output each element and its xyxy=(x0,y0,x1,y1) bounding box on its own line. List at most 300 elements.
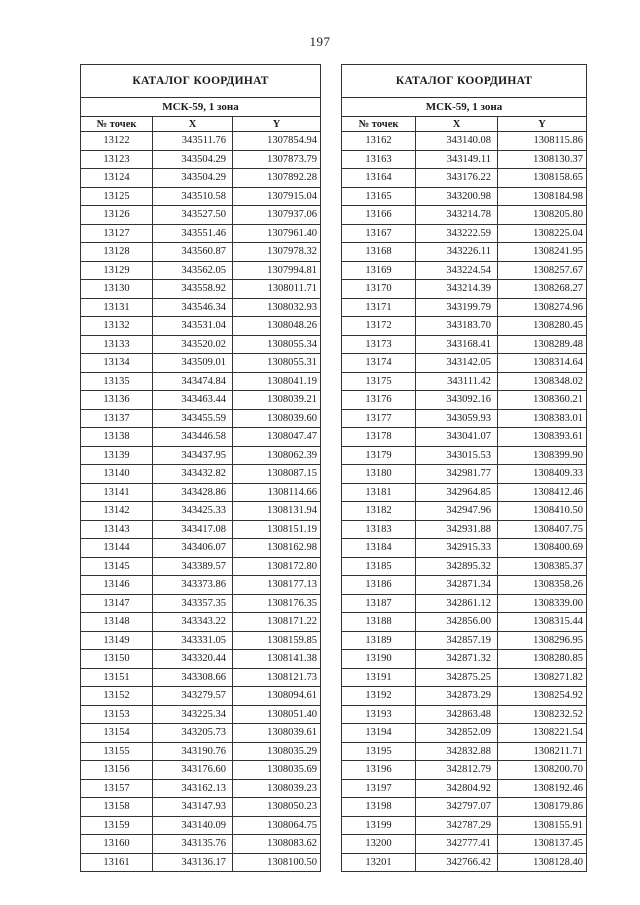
point-number-cell: 13182 xyxy=(342,502,416,521)
point-number-cell: 13168 xyxy=(342,243,416,262)
y-coordinate-cell: 1308158.65 xyxy=(498,169,587,188)
point-number-cell: 13123 xyxy=(81,150,153,169)
point-number-cell: 13140 xyxy=(81,465,153,484)
point-number-cell: 13165 xyxy=(342,187,416,206)
point-number-cell: 13151 xyxy=(81,668,153,687)
y-coordinate-cell: 1308155.91 xyxy=(498,816,587,835)
point-number-cell: 13144 xyxy=(81,539,153,558)
catalog-title: КАТАЛОГ КООРДИНАТ xyxy=(81,65,321,98)
x-coordinate-cell: 343162.13 xyxy=(153,779,233,798)
x-coordinate-cell: 342861.12 xyxy=(416,594,498,613)
y-coordinate-cell: 1308083.62 xyxy=(233,835,321,854)
point-number-cell: 13150 xyxy=(81,650,153,669)
x-coordinate-cell: 343176.60 xyxy=(153,761,233,780)
y-coordinate-cell: 1308137.45 xyxy=(498,835,587,854)
table-row xyxy=(342,557,587,576)
y-coordinate-cell: 1308039.21 xyxy=(233,391,321,410)
point-number-cell: 13167 xyxy=(342,224,416,243)
table-body-left xyxy=(81,132,321,872)
table-row xyxy=(342,224,587,243)
table-row xyxy=(81,409,321,428)
table-row xyxy=(342,835,587,854)
x-coordinate-cell: 342812.79 xyxy=(416,761,498,780)
table-row xyxy=(342,742,587,761)
x-coordinate-cell: 343222.59 xyxy=(416,224,498,243)
y-coordinate-cell: 1308159.85 xyxy=(233,631,321,650)
table-row xyxy=(81,391,321,410)
y-coordinate-cell: 1308385.37 xyxy=(498,557,587,576)
x-coordinate-cell: 342981.77 xyxy=(416,465,498,484)
point-number-cell: 13164 xyxy=(342,169,416,188)
x-coordinate-cell: 343214.39 xyxy=(416,280,498,299)
y-coordinate-cell: 1308280.85 xyxy=(498,650,587,669)
y-coordinate-cell: 1308241.95 xyxy=(498,243,587,262)
x-coordinate-cell: 343214.78 xyxy=(416,206,498,225)
table-row xyxy=(342,724,587,743)
x-coordinate-cell: 343558.92 xyxy=(153,280,233,299)
y-coordinate-cell: 1308064.75 xyxy=(233,816,321,835)
y-coordinate-cell: 1308280.45 xyxy=(498,317,587,336)
y-coordinate-cell: 1308289.48 xyxy=(498,335,587,354)
table-row xyxy=(81,576,321,595)
y-coordinate-cell: 1308339.00 xyxy=(498,594,587,613)
point-number-cell: 13135 xyxy=(81,372,153,391)
y-coordinate-cell: 1308232.52 xyxy=(498,705,587,724)
x-coordinate-cell: 343190.76 xyxy=(153,742,233,761)
y-coordinate-cell: 1307994.81 xyxy=(233,261,321,280)
y-coordinate-cell: 1308179.86 xyxy=(498,798,587,817)
point-number-cell: 13160 xyxy=(81,835,153,854)
x-coordinate-cell: 343308.66 xyxy=(153,668,233,687)
point-number-cell: 13157 xyxy=(81,779,153,798)
y-coordinate-cell: 1308035.69 xyxy=(233,761,321,780)
table-row xyxy=(342,187,587,206)
column-header-point-number: № точек xyxy=(342,117,416,132)
point-number-cell: 13126 xyxy=(81,206,153,225)
y-coordinate-cell: 1308128.40 xyxy=(498,853,587,872)
x-coordinate-cell: 343520.02 xyxy=(153,335,233,354)
point-number-cell: 13184 xyxy=(342,539,416,558)
point-number-cell: 13183 xyxy=(342,520,416,539)
point-number-cell: 13162 xyxy=(342,132,416,151)
table-row xyxy=(342,298,587,317)
x-coordinate-cell: 343463.44 xyxy=(153,391,233,410)
y-coordinate-cell: 1308151.19 xyxy=(233,520,321,539)
point-number-cell: 13125 xyxy=(81,187,153,206)
y-coordinate-cell: 1307854.94 xyxy=(233,132,321,151)
table-row xyxy=(342,761,587,780)
table-row xyxy=(342,206,587,225)
y-coordinate-cell: 1308412.46 xyxy=(498,483,587,502)
column-header-y: Y xyxy=(233,117,321,132)
x-coordinate-cell: 342871.34 xyxy=(416,576,498,595)
y-coordinate-cell: 1307937.06 xyxy=(233,206,321,225)
point-number-cell: 13200 xyxy=(342,835,416,854)
column-header-point-number: № точек xyxy=(81,117,153,132)
point-number-cell: 13136 xyxy=(81,391,153,410)
point-number-cell: 13130 xyxy=(81,280,153,299)
x-coordinate-cell: 343446.58 xyxy=(153,428,233,447)
y-coordinate-cell: 1308062.39 xyxy=(233,446,321,465)
table-row xyxy=(342,354,587,373)
point-number-cell: 13134 xyxy=(81,354,153,373)
table-body-right xyxy=(342,132,587,872)
point-number-cell: 13131 xyxy=(81,298,153,317)
y-coordinate-cell: 1308399.90 xyxy=(498,446,587,465)
table-row xyxy=(342,576,587,595)
table-row xyxy=(81,816,321,835)
x-coordinate-cell: 343226.11 xyxy=(416,243,498,262)
table-row xyxy=(81,169,321,188)
table-row xyxy=(81,298,321,317)
x-coordinate-cell: 343510.58 xyxy=(153,187,233,206)
point-number-cell: 13185 xyxy=(342,557,416,576)
table-row xyxy=(342,650,587,669)
table-row xyxy=(81,594,321,613)
y-coordinate-cell: 1308055.34 xyxy=(233,335,321,354)
table-row xyxy=(81,280,321,299)
x-coordinate-cell: 342964.85 xyxy=(416,483,498,502)
x-coordinate-cell: 343511.76 xyxy=(153,132,233,151)
y-coordinate-cell: 1308032.93 xyxy=(233,298,321,317)
point-number-cell: 13127 xyxy=(81,224,153,243)
point-number-cell: 13143 xyxy=(81,520,153,539)
point-number-cell: 13156 xyxy=(81,761,153,780)
y-coordinate-cell: 1308177.13 xyxy=(233,576,321,595)
y-coordinate-cell: 1308176.35 xyxy=(233,594,321,613)
point-number-cell: 13181 xyxy=(342,483,416,502)
table-row xyxy=(81,483,321,502)
y-coordinate-cell: 1308348.02 xyxy=(498,372,587,391)
point-number-cell: 13146 xyxy=(81,576,153,595)
point-number-cell: 13191 xyxy=(342,668,416,687)
y-coordinate-cell: 1308360.21 xyxy=(498,391,587,410)
x-coordinate-cell: 343527.50 xyxy=(153,206,233,225)
x-coordinate-cell: 343168.41 xyxy=(416,335,498,354)
y-coordinate-cell: 1308131.94 xyxy=(233,502,321,521)
x-coordinate-cell: 342787.29 xyxy=(416,816,498,835)
table-row xyxy=(81,835,321,854)
x-coordinate-cell: 343176.22 xyxy=(416,169,498,188)
column-header-y: Y xyxy=(498,117,587,132)
table-row xyxy=(81,372,321,391)
y-coordinate-cell: 1308205.80 xyxy=(498,206,587,225)
x-coordinate-cell: 343147.93 xyxy=(153,798,233,817)
table-row xyxy=(342,853,587,872)
table-row xyxy=(81,502,321,521)
point-number-cell: 13178 xyxy=(342,428,416,447)
point-number-cell: 13152 xyxy=(81,687,153,706)
x-coordinate-cell: 343432.82 xyxy=(153,465,233,484)
table-row xyxy=(342,483,587,502)
x-coordinate-cell: 343183.70 xyxy=(416,317,498,336)
y-coordinate-cell: 1308121.73 xyxy=(233,668,321,687)
y-coordinate-cell: 1308094.61 xyxy=(233,687,321,706)
y-coordinate-cell: 1307915.04 xyxy=(233,187,321,206)
point-number-cell: 13197 xyxy=(342,779,416,798)
x-coordinate-cell: 342832.88 xyxy=(416,742,498,761)
x-coordinate-cell: 342873.29 xyxy=(416,687,498,706)
table-row xyxy=(81,261,321,280)
x-coordinate-cell: 343546.34 xyxy=(153,298,233,317)
x-coordinate-cell: 343425.33 xyxy=(153,502,233,521)
point-number-cell: 13196 xyxy=(342,761,416,780)
point-number-cell: 13145 xyxy=(81,557,153,576)
x-coordinate-cell: 343357.35 xyxy=(153,594,233,613)
y-coordinate-cell: 1308114.66 xyxy=(233,483,321,502)
y-coordinate-cell: 1308115.86 xyxy=(498,132,587,151)
x-coordinate-cell: 342852.09 xyxy=(416,724,498,743)
table-row xyxy=(81,724,321,743)
y-coordinate-cell: 1308184.98 xyxy=(498,187,587,206)
y-coordinate-cell: 1308035.29 xyxy=(233,742,321,761)
table-row xyxy=(342,446,587,465)
point-number-cell: 13189 xyxy=(342,631,416,650)
table-row xyxy=(342,317,587,336)
point-number-cell: 13137 xyxy=(81,409,153,428)
y-coordinate-cell: 1308274.96 xyxy=(498,298,587,317)
x-coordinate-cell: 342856.00 xyxy=(416,613,498,632)
x-coordinate-cell: 342915.33 xyxy=(416,539,498,558)
point-number-cell: 13170 xyxy=(342,280,416,299)
x-coordinate-cell: 343015.53 xyxy=(416,446,498,465)
point-number-cell: 13187 xyxy=(342,594,416,613)
x-coordinate-cell: 342857.19 xyxy=(416,631,498,650)
point-number-cell: 13139 xyxy=(81,446,153,465)
y-coordinate-cell: 1308047.47 xyxy=(233,428,321,447)
x-coordinate-cell: 343551.46 xyxy=(153,224,233,243)
table-row xyxy=(81,243,321,262)
point-number-cell: 13141 xyxy=(81,483,153,502)
y-coordinate-cell: 1308268.27 xyxy=(498,280,587,299)
point-number-cell: 13142 xyxy=(81,502,153,521)
point-number-cell: 13148 xyxy=(81,613,153,632)
y-coordinate-cell: 1308100.50 xyxy=(233,853,321,872)
table-row xyxy=(342,594,587,613)
table-row xyxy=(342,243,587,262)
table-row xyxy=(342,150,587,169)
table-row xyxy=(81,687,321,706)
point-number-cell: 13161 xyxy=(81,853,153,872)
point-number-cell: 13138 xyxy=(81,428,153,447)
x-coordinate-cell: 343279.57 xyxy=(153,687,233,706)
table-row xyxy=(81,650,321,669)
table-row xyxy=(81,520,321,539)
y-coordinate-cell: 1308200.70 xyxy=(498,761,587,780)
table-row xyxy=(342,372,587,391)
y-coordinate-cell: 1308393.61 xyxy=(498,428,587,447)
coordinate-system-zone: МСК-59, 1 зона xyxy=(81,98,321,117)
point-number-cell: 13180 xyxy=(342,465,416,484)
y-coordinate-cell: 1308211.71 xyxy=(498,742,587,761)
point-number-cell: 13174 xyxy=(342,354,416,373)
x-coordinate-cell: 343562.05 xyxy=(153,261,233,280)
point-number-cell: 13175 xyxy=(342,372,416,391)
x-coordinate-cell: 343224.54 xyxy=(416,261,498,280)
table-row xyxy=(342,502,587,521)
coordinate-table-left xyxy=(80,64,321,872)
table-row xyxy=(81,798,321,817)
point-number-cell: 13176 xyxy=(342,391,416,410)
table-row xyxy=(342,539,587,558)
y-coordinate-cell: 1308296.95 xyxy=(498,631,587,650)
point-number-cell: 13132 xyxy=(81,317,153,336)
x-coordinate-cell: 343092.16 xyxy=(416,391,498,410)
point-number-cell: 13128 xyxy=(81,243,153,262)
coordinate-table-right xyxy=(341,64,587,872)
y-coordinate-cell: 1308039.60 xyxy=(233,409,321,428)
x-coordinate-cell: 343389.57 xyxy=(153,557,233,576)
y-coordinate-cell: 1308192.46 xyxy=(498,779,587,798)
table-row xyxy=(81,224,321,243)
y-coordinate-cell: 1308409.33 xyxy=(498,465,587,484)
point-number-cell: 13147 xyxy=(81,594,153,613)
y-coordinate-cell: 1308011.71 xyxy=(233,280,321,299)
y-coordinate-cell: 1308410.50 xyxy=(498,502,587,521)
y-coordinate-cell: 1308050.23 xyxy=(233,798,321,817)
y-coordinate-cell: 1308257.67 xyxy=(498,261,587,280)
point-number-cell: 13169 xyxy=(342,261,416,280)
x-coordinate-cell: 343504.29 xyxy=(153,169,233,188)
point-number-cell: 13154 xyxy=(81,724,153,743)
y-coordinate-cell: 1308171.22 xyxy=(233,613,321,632)
y-coordinate-cell: 1308400.69 xyxy=(498,539,587,558)
table-row xyxy=(342,428,587,447)
y-coordinate-cell: 1307873.79 xyxy=(233,150,321,169)
y-coordinate-cell: 1308383.01 xyxy=(498,409,587,428)
x-coordinate-cell: 343149.11 xyxy=(416,150,498,169)
point-number-cell: 13129 xyxy=(81,261,153,280)
x-coordinate-cell: 343111.42 xyxy=(416,372,498,391)
table-row xyxy=(342,132,587,151)
table-row xyxy=(81,779,321,798)
x-coordinate-cell: 343140.09 xyxy=(153,816,233,835)
point-number-cell: 13163 xyxy=(342,150,416,169)
column-header-x: X xyxy=(416,117,498,132)
y-coordinate-cell: 1308221.54 xyxy=(498,724,587,743)
table-row xyxy=(342,391,587,410)
table-row xyxy=(342,409,587,428)
point-number-cell: 13179 xyxy=(342,446,416,465)
table-row xyxy=(342,631,587,650)
coordinate-system-zone: МСК-59, 1 зона xyxy=(342,98,587,117)
point-number-cell: 13172 xyxy=(342,317,416,336)
x-coordinate-cell: 343142.05 xyxy=(416,354,498,373)
table-row xyxy=(81,465,321,484)
y-coordinate-cell: 1308314.64 xyxy=(498,354,587,373)
table-row xyxy=(81,742,321,761)
x-coordinate-cell: 343531.04 xyxy=(153,317,233,336)
y-coordinate-cell: 1308087.15 xyxy=(233,465,321,484)
table-row xyxy=(81,132,321,151)
x-coordinate-cell: 343406.07 xyxy=(153,539,233,558)
point-number-cell: 13155 xyxy=(81,742,153,761)
x-coordinate-cell: 343343.22 xyxy=(153,613,233,632)
table-row xyxy=(342,779,587,798)
point-number-cell: 13194 xyxy=(342,724,416,743)
y-coordinate-cell: 1308039.23 xyxy=(233,779,321,798)
point-number-cell: 13122 xyxy=(81,132,153,151)
point-number-cell: 13133 xyxy=(81,335,153,354)
x-coordinate-cell: 342863.48 xyxy=(416,705,498,724)
y-coordinate-cell: 1308172.80 xyxy=(233,557,321,576)
x-coordinate-cell: 343417.08 xyxy=(153,520,233,539)
point-number-cell: 13173 xyxy=(342,335,416,354)
x-coordinate-cell: 342871.32 xyxy=(416,650,498,669)
table-row xyxy=(342,169,587,188)
x-coordinate-cell: 343331.05 xyxy=(153,631,233,650)
x-coordinate-cell: 342766.42 xyxy=(416,853,498,872)
x-coordinate-cell: 343509.01 xyxy=(153,354,233,373)
x-coordinate-cell: 343199.79 xyxy=(416,298,498,317)
x-coordinate-cell: 342875.25 xyxy=(416,668,498,687)
table-row xyxy=(81,335,321,354)
point-number-cell: 13153 xyxy=(81,705,153,724)
x-coordinate-cell: 342895.32 xyxy=(416,557,498,576)
y-coordinate-cell: 1308358.26 xyxy=(498,576,587,595)
y-coordinate-cell: 1308130.37 xyxy=(498,150,587,169)
x-coordinate-cell: 343320.44 xyxy=(153,650,233,669)
table-row xyxy=(342,261,587,280)
page-number: 197 xyxy=(309,34,331,49)
y-coordinate-cell: 1308254.92 xyxy=(498,687,587,706)
table-row xyxy=(342,705,587,724)
x-coordinate-cell: 343136.17 xyxy=(153,853,233,872)
table-row xyxy=(342,280,587,299)
point-number-cell: 13166 xyxy=(342,206,416,225)
y-coordinate-cell: 1308039.61 xyxy=(233,724,321,743)
y-coordinate-cell: 1308051.40 xyxy=(233,705,321,724)
column-header-x: X xyxy=(153,117,233,132)
table-row xyxy=(81,428,321,447)
table-row xyxy=(342,520,587,539)
x-coordinate-cell: 343059.93 xyxy=(416,409,498,428)
x-coordinate-cell: 343135.76 xyxy=(153,835,233,854)
x-coordinate-cell: 342804.92 xyxy=(416,779,498,798)
table-row xyxy=(81,446,321,465)
y-coordinate-cell: 1308055.31 xyxy=(233,354,321,373)
point-number-cell: 13124 xyxy=(81,169,153,188)
x-coordinate-cell: 343200.98 xyxy=(416,187,498,206)
x-coordinate-cell: 343373.86 xyxy=(153,576,233,595)
table-row xyxy=(81,539,321,558)
y-coordinate-cell: 1308041.19 xyxy=(233,372,321,391)
table-row xyxy=(81,206,321,225)
x-coordinate-cell: 342931.88 xyxy=(416,520,498,539)
point-number-cell: 13190 xyxy=(342,650,416,669)
point-number-cell: 13159 xyxy=(81,816,153,835)
point-number-cell: 13186 xyxy=(342,576,416,595)
point-number-cell: 13149 xyxy=(81,631,153,650)
x-coordinate-cell: 343225.34 xyxy=(153,705,233,724)
y-coordinate-cell: 1308315.44 xyxy=(498,613,587,632)
x-coordinate-cell: 343437.95 xyxy=(153,446,233,465)
x-coordinate-cell: 343504.29 xyxy=(153,150,233,169)
point-number-cell: 13158 xyxy=(81,798,153,817)
table-row xyxy=(81,187,321,206)
y-coordinate-cell: 1307978.32 xyxy=(233,243,321,262)
x-coordinate-cell: 343455.59 xyxy=(153,409,233,428)
y-coordinate-cell: 1308048.26 xyxy=(233,317,321,336)
table-row xyxy=(81,613,321,632)
point-number-cell: 13201 xyxy=(342,853,416,872)
y-coordinate-cell: 1307892.28 xyxy=(233,169,321,188)
table-row xyxy=(342,335,587,354)
x-coordinate-cell: 343041.07 xyxy=(416,428,498,447)
x-coordinate-cell: 343140.08 xyxy=(416,132,498,151)
table-row xyxy=(342,816,587,835)
table-row xyxy=(342,687,587,706)
